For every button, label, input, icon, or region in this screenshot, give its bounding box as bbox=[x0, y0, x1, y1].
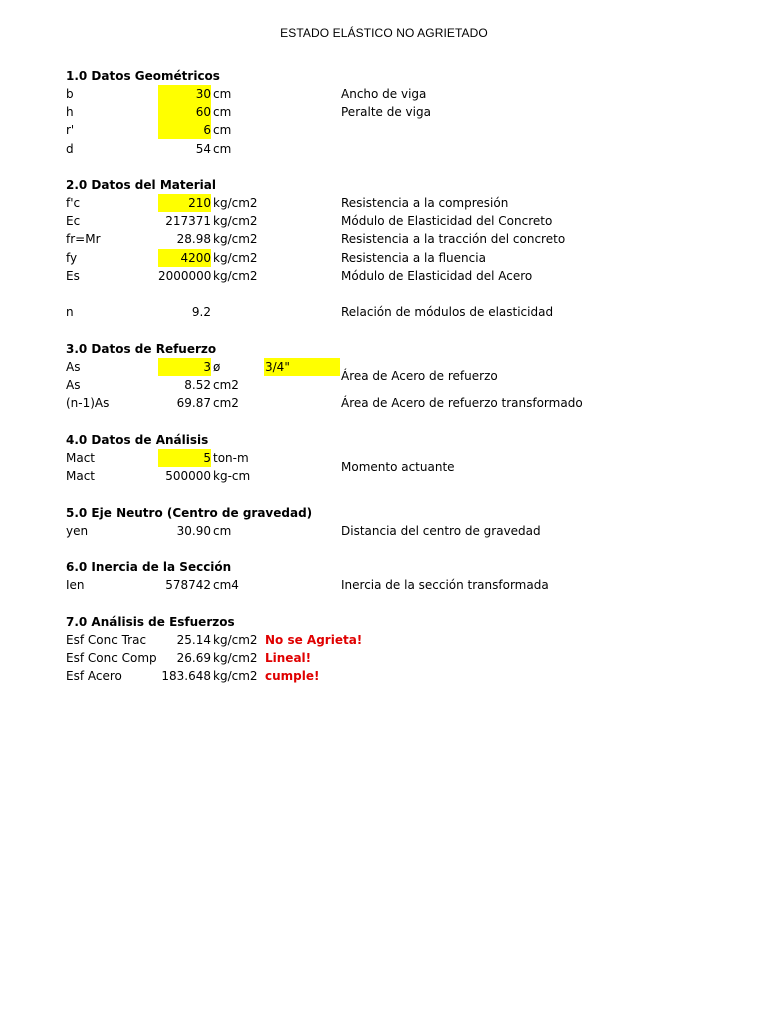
row-unit: cm bbox=[213, 87, 232, 101]
value-cell-esf-comp: 26.69 bbox=[176, 651, 211, 665]
row-label: As bbox=[66, 378, 81, 392]
row-description: Módulo de Elasticidad del Acero bbox=[341, 269, 533, 283]
row-label: d bbox=[66, 142, 74, 156]
heading-text: 2.0 Datos del Material bbox=[66, 178, 216, 192]
row-description: Área de Acero de refuerzo bbox=[341, 369, 498, 383]
row-label: As bbox=[66, 360, 81, 374]
section-heading-analysis bbox=[0, 431, 768, 449]
row-unit: ton-m bbox=[213, 451, 249, 465]
value-cell-ien: 578742 bbox=[165, 578, 211, 592]
row-mact-tonm bbox=[0, 449, 768, 474]
heading-text: 7.0 Análisis de Esfuerzos bbox=[66, 615, 235, 629]
input-cell-h[interactable]: 60 bbox=[158, 103, 211, 121]
row-unit: cm2 bbox=[213, 378, 239, 392]
row-description: Momento actuante bbox=[341, 460, 455, 474]
value-cell-n: 9.2 bbox=[191, 305, 211, 319]
row-description: Distancia del centro de gravedad bbox=[341, 524, 541, 538]
row-b bbox=[0, 85, 768, 103]
row-unit: kg-cm bbox=[213, 469, 251, 483]
row-description: Resistencia a la compresión bbox=[341, 196, 509, 210]
row-description: Ancho de viga bbox=[341, 87, 427, 101]
row-unit: cm bbox=[213, 142, 232, 156]
value-cell-as: 8.52 bbox=[184, 378, 211, 392]
section-heading-material bbox=[0, 176, 768, 194]
value-cell-d: 54 bbox=[195, 142, 211, 156]
row-h bbox=[0, 103, 768, 121]
input-cell-bar-size[interactable]: 3/4" bbox=[264, 358, 340, 376]
value-cell-fr: 28.98 bbox=[176, 232, 211, 246]
row-as-bars bbox=[0, 358, 768, 383]
row-unit: kg/cm2 bbox=[213, 633, 258, 647]
row-label: Esf Conc Comp bbox=[66, 651, 157, 665]
input-cell-fy[interactable]: 4200 bbox=[158, 249, 211, 267]
row-label: fr=Mr bbox=[66, 232, 101, 246]
heading-text: 1.0 Datos Geométricos bbox=[66, 69, 220, 83]
row-label: b bbox=[66, 87, 74, 101]
row-label: n bbox=[66, 305, 74, 319]
row-description: Módulo de Elasticidad del Concreto bbox=[341, 214, 553, 228]
row-label: Mact bbox=[66, 451, 96, 465]
row-unit: kg/cm2 bbox=[213, 196, 258, 210]
heading-text: 6.0 Inercia de la Sección bbox=[66, 560, 232, 574]
row-ien bbox=[0, 576, 768, 594]
row-esf-conc-trac bbox=[0, 631, 768, 649]
input-cell-mact[interactable]: 5 bbox=[158, 449, 211, 467]
row-label: fy bbox=[66, 251, 78, 265]
diameter-symbol: ø bbox=[213, 360, 221, 374]
input-cell-b[interactable]: 30 bbox=[158, 85, 211, 103]
row-yen bbox=[0, 522, 768, 540]
row-esf-acero bbox=[0, 667, 768, 685]
heading-text: 4.0 Datos de Análisis bbox=[66, 433, 209, 447]
row-label: r' bbox=[66, 123, 75, 137]
row-unit: kg/cm2 bbox=[213, 214, 258, 228]
section-heading-stresses bbox=[0, 613, 768, 631]
row-unit: kg/cm2 bbox=[213, 232, 258, 246]
row-unit: cm2 bbox=[213, 396, 239, 410]
row-mact-kgcm bbox=[0, 467, 768, 485]
section-heading-geometry bbox=[0, 67, 768, 85]
row-n bbox=[0, 303, 768, 321]
row-transformed-as bbox=[0, 394, 768, 412]
row-unit: cm4 bbox=[213, 578, 239, 592]
status-label: Lineal! bbox=[265, 651, 312, 665]
value-cell-ec: 217371 bbox=[165, 214, 211, 228]
row-label: Es bbox=[66, 269, 80, 283]
page-title: ESTADO ELÁSTICO NO AGRIETADO bbox=[280, 26, 488, 40]
row-unit: kg/cm2 bbox=[213, 669, 258, 683]
status-label: cumple! bbox=[265, 669, 320, 683]
value-cell-es: 2000000 bbox=[158, 269, 212, 283]
row-label: yen bbox=[66, 524, 89, 538]
row-ec bbox=[0, 212, 768, 230]
row-unit: kg/cm2 bbox=[213, 251, 258, 265]
value-cell-esf-trac: 25.14 bbox=[176, 633, 211, 647]
section-heading-neutral-axis bbox=[0, 504, 768, 522]
row-label: f'c bbox=[66, 196, 81, 210]
row-description: Área de Acero de refuerzo transformado bbox=[341, 396, 583, 410]
row-unit: cm bbox=[213, 524, 232, 538]
row-description: Peralte de viga bbox=[341, 105, 431, 119]
value-cell-transformed-as: 69.87 bbox=[176, 396, 211, 410]
status-label: No se Agrieta! bbox=[265, 633, 363, 647]
value-cell-mact-kgcm: 500000 bbox=[165, 469, 211, 483]
row-label: Ien bbox=[66, 578, 85, 592]
row-description: Resistencia a la fluencia bbox=[341, 251, 486, 265]
row-label: Ec bbox=[66, 214, 81, 228]
row-unit: kg/cm2 bbox=[213, 651, 258, 665]
heading-text: 5.0 Eje Neutro (Centro de gravedad) bbox=[66, 506, 313, 520]
row-fy bbox=[0, 249, 768, 267]
value-cell-yen: 30.90 bbox=[176, 524, 211, 538]
section-heading-reinforcement bbox=[0, 340, 768, 358]
row-description: Relación de módulos de elasticidad bbox=[341, 305, 554, 319]
row-es bbox=[0, 267, 768, 285]
row-unit: cm bbox=[213, 105, 232, 119]
input-cell-r[interactable]: 6 bbox=[158, 121, 211, 139]
row-label: h bbox=[66, 105, 74, 119]
row-esf-conc-comp bbox=[0, 649, 768, 667]
row-unit: cm bbox=[213, 123, 232, 137]
input-cell-fc[interactable]: 210 bbox=[158, 194, 211, 212]
value-cell-esf-acero: 183.648 bbox=[161, 669, 211, 683]
row-label: Esf Conc Trac bbox=[66, 633, 147, 647]
section-heading-inertia bbox=[0, 558, 768, 576]
input-cell-bar-count[interactable]: 3 bbox=[158, 358, 211, 376]
row-label: Esf Acero bbox=[66, 669, 122, 683]
row-description: Resistencia a la tracción del concreto bbox=[341, 232, 566, 246]
row-description: Inercia de la sección transformada bbox=[341, 578, 549, 592]
row-label: (n-1)As bbox=[66, 396, 110, 410]
row-r bbox=[0, 121, 768, 139]
row-as-area bbox=[0, 376, 768, 394]
row-fr bbox=[0, 230, 768, 248]
row-fc bbox=[0, 194, 768, 212]
row-label: Mact bbox=[66, 469, 96, 483]
row-d bbox=[0, 140, 768, 158]
row-unit: kg/cm2 bbox=[213, 269, 258, 283]
heading-text: 3.0 Datos de Refuerzo bbox=[66, 342, 217, 356]
